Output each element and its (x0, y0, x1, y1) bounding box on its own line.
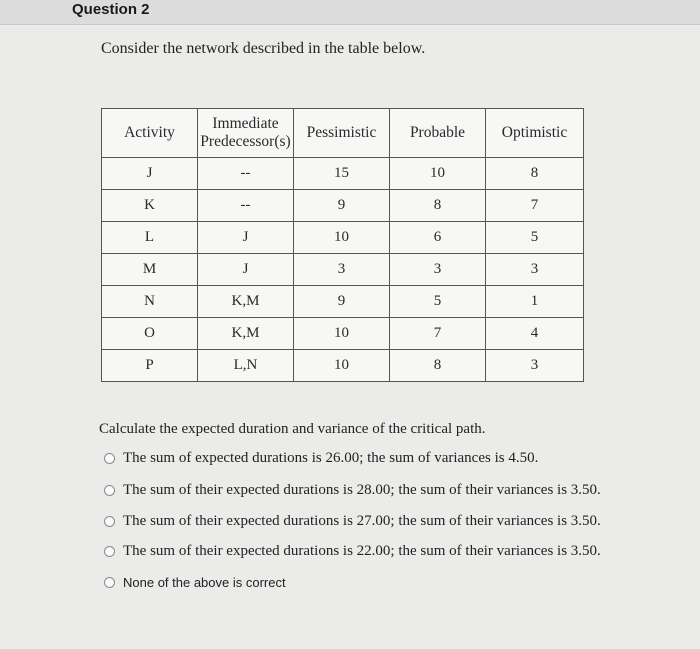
cell-predecessors: -- (198, 158, 294, 190)
answer-option-4[interactable] (104, 543, 601, 560)
answer-option-label[interactable]: The sum of their expected durations is 27.00; the sum of their variances is 3.50. (123, 513, 601, 529)
cell-activity: J (102, 158, 198, 190)
cell-pessimistic: 10 (294, 318, 390, 350)
cell-probable: 10 (390, 158, 486, 190)
cell-pessimistic: 15 (294, 158, 390, 190)
table-row (102, 222, 584, 254)
cell-optimistic: 4 (486, 318, 584, 350)
answer-option-3[interactable] (104, 513, 601, 530)
header-pred-line2: Predecessor(s) (200, 133, 291, 150)
header-pred-line1: Immediate (212, 115, 279, 132)
cell-predecessors: -- (198, 190, 294, 222)
answer-option-label[interactable]: None of the above is correct (123, 575, 286, 590)
answer-option-2[interactable] (104, 482, 601, 499)
answer-option-1[interactable] (104, 450, 538, 467)
cell-optimistic: 1 (486, 286, 584, 318)
cell-pessimistic: 9 (294, 190, 390, 222)
cell-predecessors: L,N (198, 350, 294, 382)
cell-pessimistic: 9 (294, 286, 390, 318)
table-row (102, 286, 584, 318)
cell-probable: 6 (390, 222, 486, 254)
cell-probable: 3 (390, 254, 486, 286)
cell-optimistic: 3 (486, 254, 584, 286)
header-optimistic: Optimistic (486, 109, 584, 158)
calc-prompt: Calculate the expected duration and variance of the critical path. (99, 421, 486, 437)
cell-optimistic: 8 (486, 158, 584, 190)
cell-predecessors: J (198, 222, 294, 254)
table-row (102, 254, 584, 286)
radio-button[interactable] (104, 453, 115, 464)
cell-probable: 7 (390, 318, 486, 350)
cell-activity: N (102, 286, 198, 318)
cell-pessimistic: 3 (294, 254, 390, 286)
question-title: Question 2 (72, 1, 150, 18)
cell-activity: L (102, 222, 198, 254)
cell-activity: K (102, 190, 198, 222)
radio-button[interactable] (104, 546, 115, 557)
cell-probable: 5 (390, 286, 486, 318)
question-header (0, 0, 700, 25)
radio-button[interactable] (104, 516, 115, 527)
table-row (102, 158, 584, 190)
table-row (102, 190, 584, 222)
cell-activity: O (102, 318, 198, 350)
table-header-row (102, 109, 584, 158)
table-row (102, 350, 584, 382)
network-table (101, 108, 584, 382)
cell-optimistic: 7 (486, 190, 584, 222)
answer-option-5[interactable] (104, 575, 286, 590)
header-predecessors (198, 109, 294, 158)
cell-activity: M (102, 254, 198, 286)
answer-option-label[interactable]: The sum of expected durations is 26.00; the sum of variances is 4.50. (123, 450, 539, 466)
cell-pessimistic: 10 (294, 350, 390, 382)
cell-predecessors: J (198, 254, 294, 286)
cell-predecessors: K,M (198, 318, 294, 350)
cell-optimistic: 3 (486, 350, 584, 382)
question-prompt: Consider the network described in the table below. (101, 40, 426, 57)
header-activity: Activity (102, 109, 198, 158)
header-pessimistic: Pessimistic (294, 109, 390, 158)
cell-pessimistic: 10 (294, 222, 390, 254)
answer-option-label[interactable]: The sum of their expected durations is 22.00; the sum of their variances is 3.50. (123, 543, 601, 559)
cell-predecessors: K,M (198, 286, 294, 318)
radio-button[interactable] (104, 485, 115, 496)
table-row (102, 318, 584, 350)
cell-optimistic: 5 (486, 222, 584, 254)
cell-probable: 8 (390, 350, 486, 382)
cell-activity: P (102, 350, 198, 382)
header-probable: Probable (390, 109, 486, 158)
cell-probable: 8 (390, 190, 486, 222)
answer-option-label[interactable]: The sum of their expected durations is 28.00; the sum of their variances is 3.50. (123, 482, 601, 498)
radio-button[interactable] (104, 577, 115, 588)
